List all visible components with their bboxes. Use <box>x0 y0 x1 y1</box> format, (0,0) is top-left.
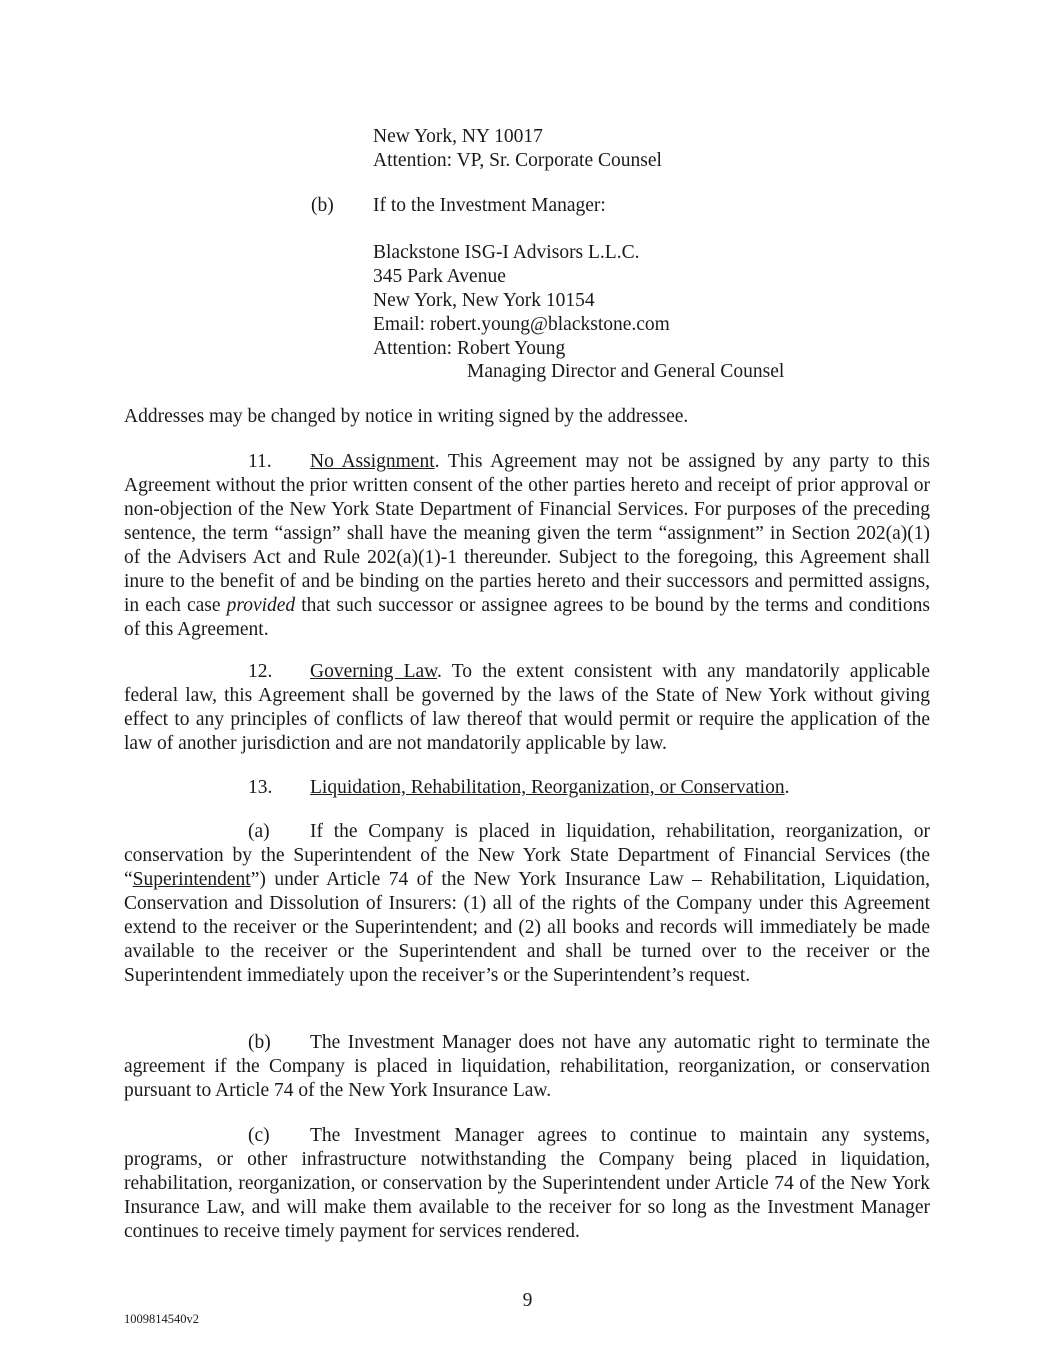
section-11-text-part-2: that such successor or assignee agrees to be bound by the terms and conditions of this Agreement. <box>124 595 930 640</box>
notice-item-b-label: (b) <box>311 195 334 216</box>
section-13a-defined-term: Superintendent <box>132 869 251 890</box>
company-attention-line: Attention: VP, Sr. Corporate Counsel <box>373 150 662 171</box>
section-11-italic-term: provided <box>226 595 296 616</box>
section-13c-text: The Investment Manager agrees to continue to maintain any systems, programs, or other infrastructure notwithstanding the Company being placed in liquidation, rehabilitation, reorganization, or conservation by the Superintendent under Article 74 of the New York Insurance Law, and will make them available to the receiver for so long as the Investment Manager continues to receive timely payment for services rendered. <box>124 1125 930 1242</box>
section-12-paragraph <box>124 660 930 756</box>
section-13b-text: The Investment Manager does not have any automatic right to terminate the agreement if the Company is placed in liquidation, rehabilitation, reorganization, or conservation pursuant to Article 74 of the New York Insurance Law. <box>124 1032 930 1101</box>
section-12-number: 12. <box>248 661 273 682</box>
section-13a-label: (a) <box>248 821 270 842</box>
section-13a-text-part-1: If the Company is placed in liquidation, rehabilitation, reorganization, or conservation by the Superintendent of the New York State Department of Financial Services (the “ <box>124 821 930 890</box>
manager-email-line: Email: robert.young@blackstone.com <box>373 314 670 335</box>
section-13-number: 13. <box>248 777 273 798</box>
manager-city-line: New York, New York 10154 <box>373 290 595 311</box>
manager-title-line: Managing Director and General Counsel <box>467 361 785 382</box>
section-13a-text-part-2: ”) under Article 74 of the New York Insurance Law – Rehabilitation, Liquidation, Conservation and Dissolution of Insurers: (1) all of the rights of the Company under this Agreement extend to the receiver or the Superintendent; and (2) all books and records will immediately be made available to the receiver or the Superintendent and shall be turned over to the receiver or the Superintendent immediately upon the receiver’s or the Superintendent’s request. <box>124 869 930 986</box>
manager-name-line: Blackstone ISG-I Advisors L.L.C. <box>373 242 640 263</box>
section-12-text: . To the extent consistent with any mandatorily applicable federal law, this Agreement shall be governed by the laws of the State of New York without giving effect to any principles of conflicts of law thereof that would permit or require the application of the law of another jurisdiction and are not mandatorily applicable by law. <box>124 661 931 754</box>
page-number: 9 <box>522 1290 533 1311</box>
manager-street-line: 345 Park Avenue <box>373 266 506 287</box>
notice-item-b-heading: If to the Investment Manager: <box>373 195 606 216</box>
section-13a-paragraph <box>124 820 930 988</box>
section-11-paragraph <box>124 450 930 642</box>
section-13c-paragraph <box>124 1124 930 1244</box>
document-id: 1009814540v2 <box>124 1312 199 1326</box>
address-change-note: Addresses may be changed by notice in writing signed by the addressee. <box>124 406 689 427</box>
manager-attention-line: Attention: Robert Young <box>373 338 566 359</box>
section-13-title: Liquidation, Rehabilitation, Reorganization, or Conservation <box>310 777 785 798</box>
section-11-title: No Assignment <box>310 451 435 472</box>
section-13b-label: (b) <box>248 1032 271 1053</box>
section-13c-label: (c) <box>248 1125 270 1146</box>
company-city-line: New York, NY 10017 <box>373 126 543 147</box>
section-13b-paragraph <box>124 1031 930 1103</box>
section-13-heading <box>124 776 930 800</box>
section-11-number: 11. <box>248 451 272 472</box>
section-13-title-period: . <box>784 777 790 798</box>
section-11-text-part-1: . This Agreement may not be assigned by any party to this Agreement without the prior written consent of the other parties hereto and receipt of prior approval or non-objection of the New York State Department of Financial Services. For purposes of the preceding sentence, the term “assign” shall have the meaning given the term “assignment” in Section 202(a)(1) of the Advisers Act and Rule 202(a)(1)-1 thereunder. Subject to the foregoing, this Agreement shall inure to the benefit of and be binding on the parties hereto and their successors and permitted assigns, in each case <box>124 451 930 616</box>
section-12-title: Governing Law <box>310 661 437 682</box>
